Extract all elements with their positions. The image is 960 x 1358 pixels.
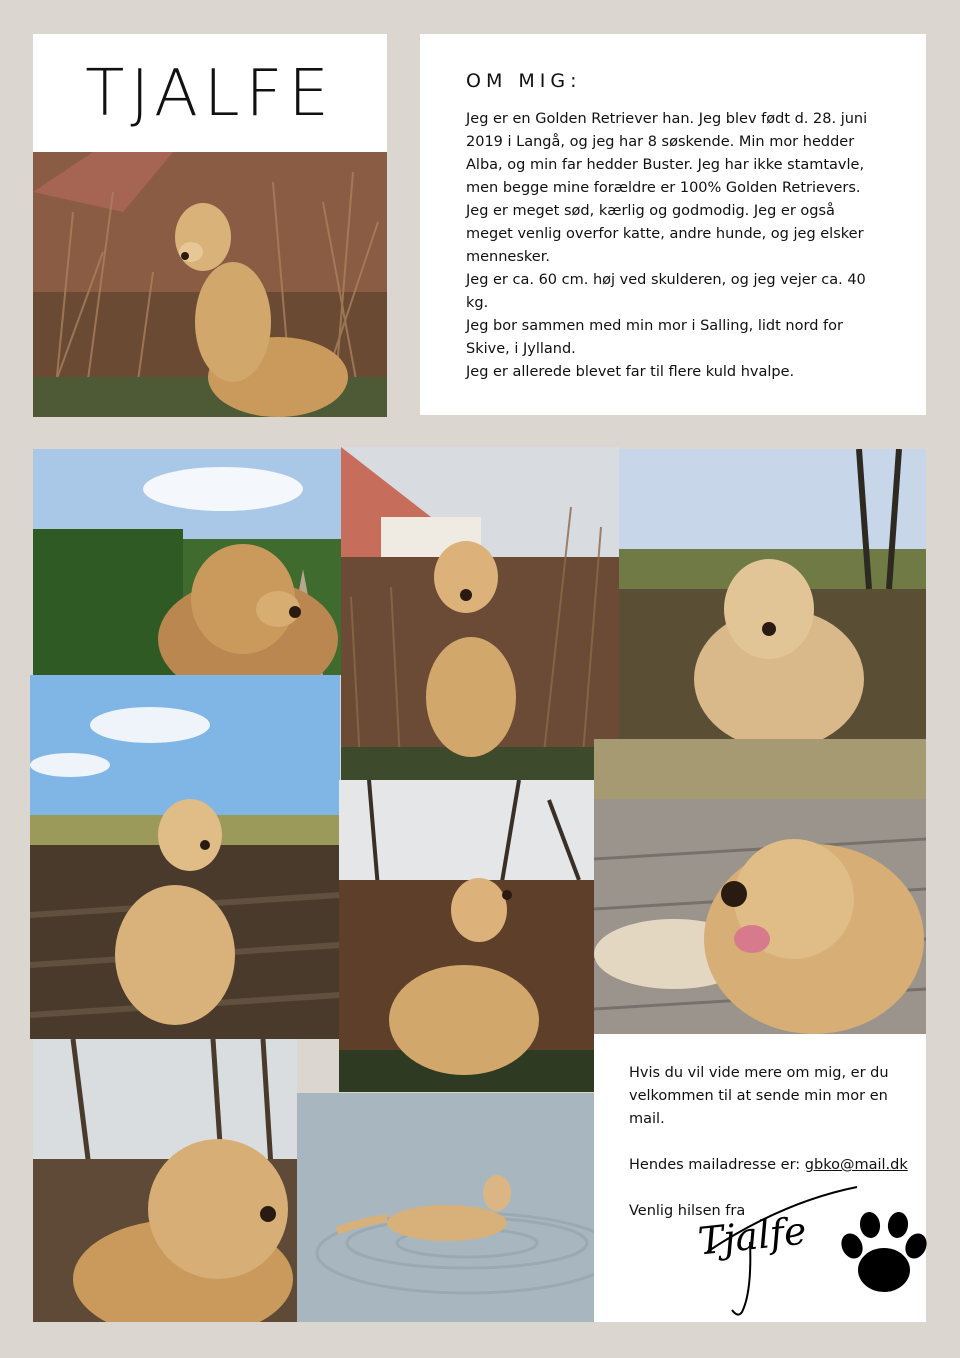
paw-print-icon xyxy=(838,1210,930,1296)
about-paragraph: Jeg er ca. 60 cm. høj ved skulderen, og jeg vejer ca. 40 kg. xyxy=(466,272,866,311)
photo-sitting-bushes xyxy=(339,780,594,1092)
title-card xyxy=(33,34,387,154)
about-body xyxy=(466,108,880,384)
photo-deck-smiling xyxy=(594,739,926,1034)
about-paragraph: Jeg er allerede blevet far til flere kuld hvalpe. xyxy=(466,364,795,380)
photo-head-trees xyxy=(33,1039,297,1322)
closing-text: Venlig hilsen fra xyxy=(629,1203,746,1219)
about-paragraph: Jeg er meget sød, kærlig og godmodig. Jeg er også meget venlig overfor katte, andre hunde, og jeg elsker mennesker. xyxy=(466,203,864,265)
photo-standing-bushes xyxy=(341,447,619,780)
about-paragraph: Jeg er en Golden Retriever han. Jeg blev født d. 28. juni 2019 i Langå, og jeg har 8 søskende. Min mor hedder Alba, og min far hedder Buster. Jeg har ikke stamtavle, men begge mine forældre er 100% Golden Retrievers. xyxy=(466,111,868,196)
photo-sitting-path xyxy=(30,675,340,1039)
contact-card xyxy=(594,1034,926,1322)
signature: Tjalfe xyxy=(695,1208,809,1264)
email-label: Hendes mailadresse er: xyxy=(629,1157,805,1173)
page-title: TJALFE xyxy=(85,57,335,131)
photo-dog-in-water xyxy=(297,1093,619,1322)
about-paragraph: Jeg bor sammen med min mor i Salling, lidt nord for Skive, i Jylland. xyxy=(466,318,843,357)
email-line xyxy=(629,1154,908,1177)
photo-head-path xyxy=(33,449,341,675)
photo-field-head xyxy=(619,449,926,739)
main-portrait-photo xyxy=(33,152,387,417)
contact-intro: Hvis du vil vide mere om mig, er du velkommen til at sende min mor en mail. xyxy=(629,1065,889,1127)
about-card xyxy=(420,34,926,415)
about-heading: OM MIG: xyxy=(466,70,582,92)
email-link[interactable]: gbko@mail.dk xyxy=(804,1157,908,1173)
